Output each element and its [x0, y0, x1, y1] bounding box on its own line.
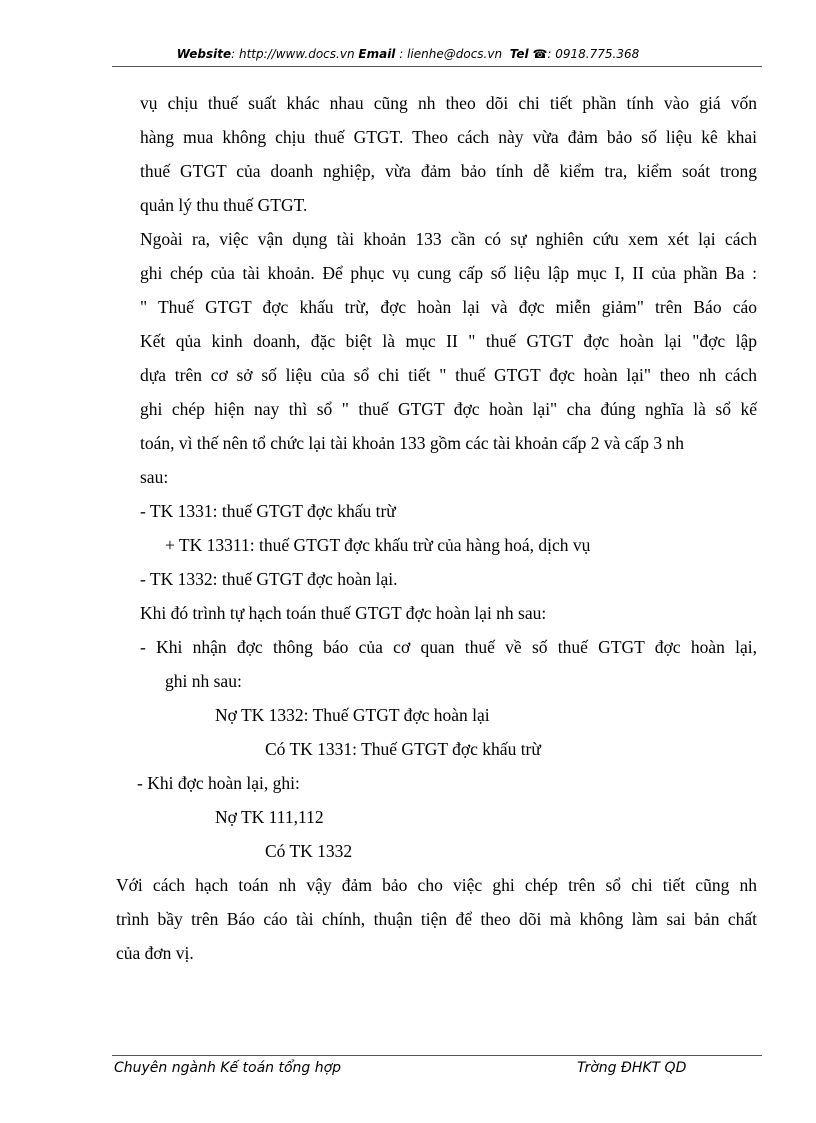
body-line: - TK 1331: thuế GTGT đợc khấu trừ [140, 501, 396, 521]
body-line: + TK 13311: thuế GTGT đợc khấu trừ của hàng hoá, dịch vụ [165, 535, 591, 555]
body-line: ghi chép hiện nay thì sổ " thuế GTGT đợc hoàn lại" cha đúng nghĩa là sổ kế [140, 399, 757, 419]
footer-major: Chuyên ngành Kế toán tổng hợp [114, 1060, 342, 1076]
body-line: dựa trên cơ sở số liệu của sổ chi tiết " thuế GTGT đợc hoàn lại" theo nh cách [140, 365, 757, 385]
body-line: của đơn vị. [116, 943, 194, 963]
body-line: Khi đó trình tự hạch toán thuế GTGT đợc hoàn lại nh sau: [140, 603, 547, 623]
email-label: Email [358, 47, 396, 61]
body-line: toán, vì thế nên tổ chức lại tài khoản 133 gồm các tài khoản cấp 2 và cấp 3 nh [140, 433, 685, 453]
footer-divider [112, 1055, 762, 1056]
body-line: ghi nh sau: [165, 671, 242, 691]
body-line: Kết qủa kinh doanh, đặc biệt là mục II " thuế GTGT đợc hoàn lại "đợc lập [140, 331, 757, 351]
body-line: Nợ TK 1332: Thuế GTGT đợc hoàn lại [215, 705, 490, 725]
page-header [0, 47, 816, 61]
header-divider [112, 66, 762, 67]
phone-number: ☎: 0918.775.368 [532, 47, 640, 61]
body-line: Với cách hạch toán nh vậy đảm bảo cho việc ghi chép trên sổ chi tiết cũng nh [116, 875, 757, 895]
body-line: trình bầy trên Báo cáo tài chính, thuận tiện để theo dõi mà không làm sai bản chất [116, 909, 757, 929]
website-label: Website [176, 47, 232, 61]
body-line: " Thuế GTGT đợc khấu trừ, đợc hoàn lại và đợc miễn giảm" trên Báo cáo [140, 297, 757, 317]
tel-label: Tel [509, 47, 529, 61]
body-line: ghi chép của tài khoản. Để phục vụ cung cấp số liệu lập mục I, II của phần Ba : [140, 263, 757, 283]
body-line: - TK 1332: thuế GTGT đợc hoàn lại. [140, 569, 398, 589]
footer-school: Trờng ĐHKT QD [577, 1060, 687, 1076]
body-line: - Khi nhận đợc thông báo của cơ quan thuế về số thuế GTGT đợc hoàn lại, [140, 637, 757, 657]
body-line: thuế GTGT của doanh nghiệp, vừa đảm bảo tính dễ kiểm tra, kiểm soát trong [140, 161, 757, 181]
body-line: sau: [140, 467, 169, 487]
body-line: Ngoài ra, việc vận dụng tài khoản 133 cần có sự nghiên cứu xem xét lại cách [140, 229, 757, 249]
body-line: Có TK 1332 [265, 841, 353, 861]
body-line: quản lý thu thuế GTGT. [140, 195, 308, 215]
body-line: hàng mua không chịu thuế GTGT. Theo cách này vừa đảm bảo số liệu kê khai [140, 127, 757, 147]
email-address[interactable]: : lienhe@docs.vn [395, 47, 503, 61]
website-url[interactable]: : http://www.docs.vn [231, 47, 355, 61]
body-line: - Khi đợc hoàn lại, ghi: [137, 773, 300, 793]
body-line: Nợ TK 111,112 [215, 807, 324, 827]
body-line: vụ chịu thuế suất khác nhau cũng nh theo dõi chi tiết phần tính vào giá vốn [140, 93, 757, 113]
body-line: Có TK 1331: Thuế GTGT đợc khấu trừ [265, 739, 541, 759]
